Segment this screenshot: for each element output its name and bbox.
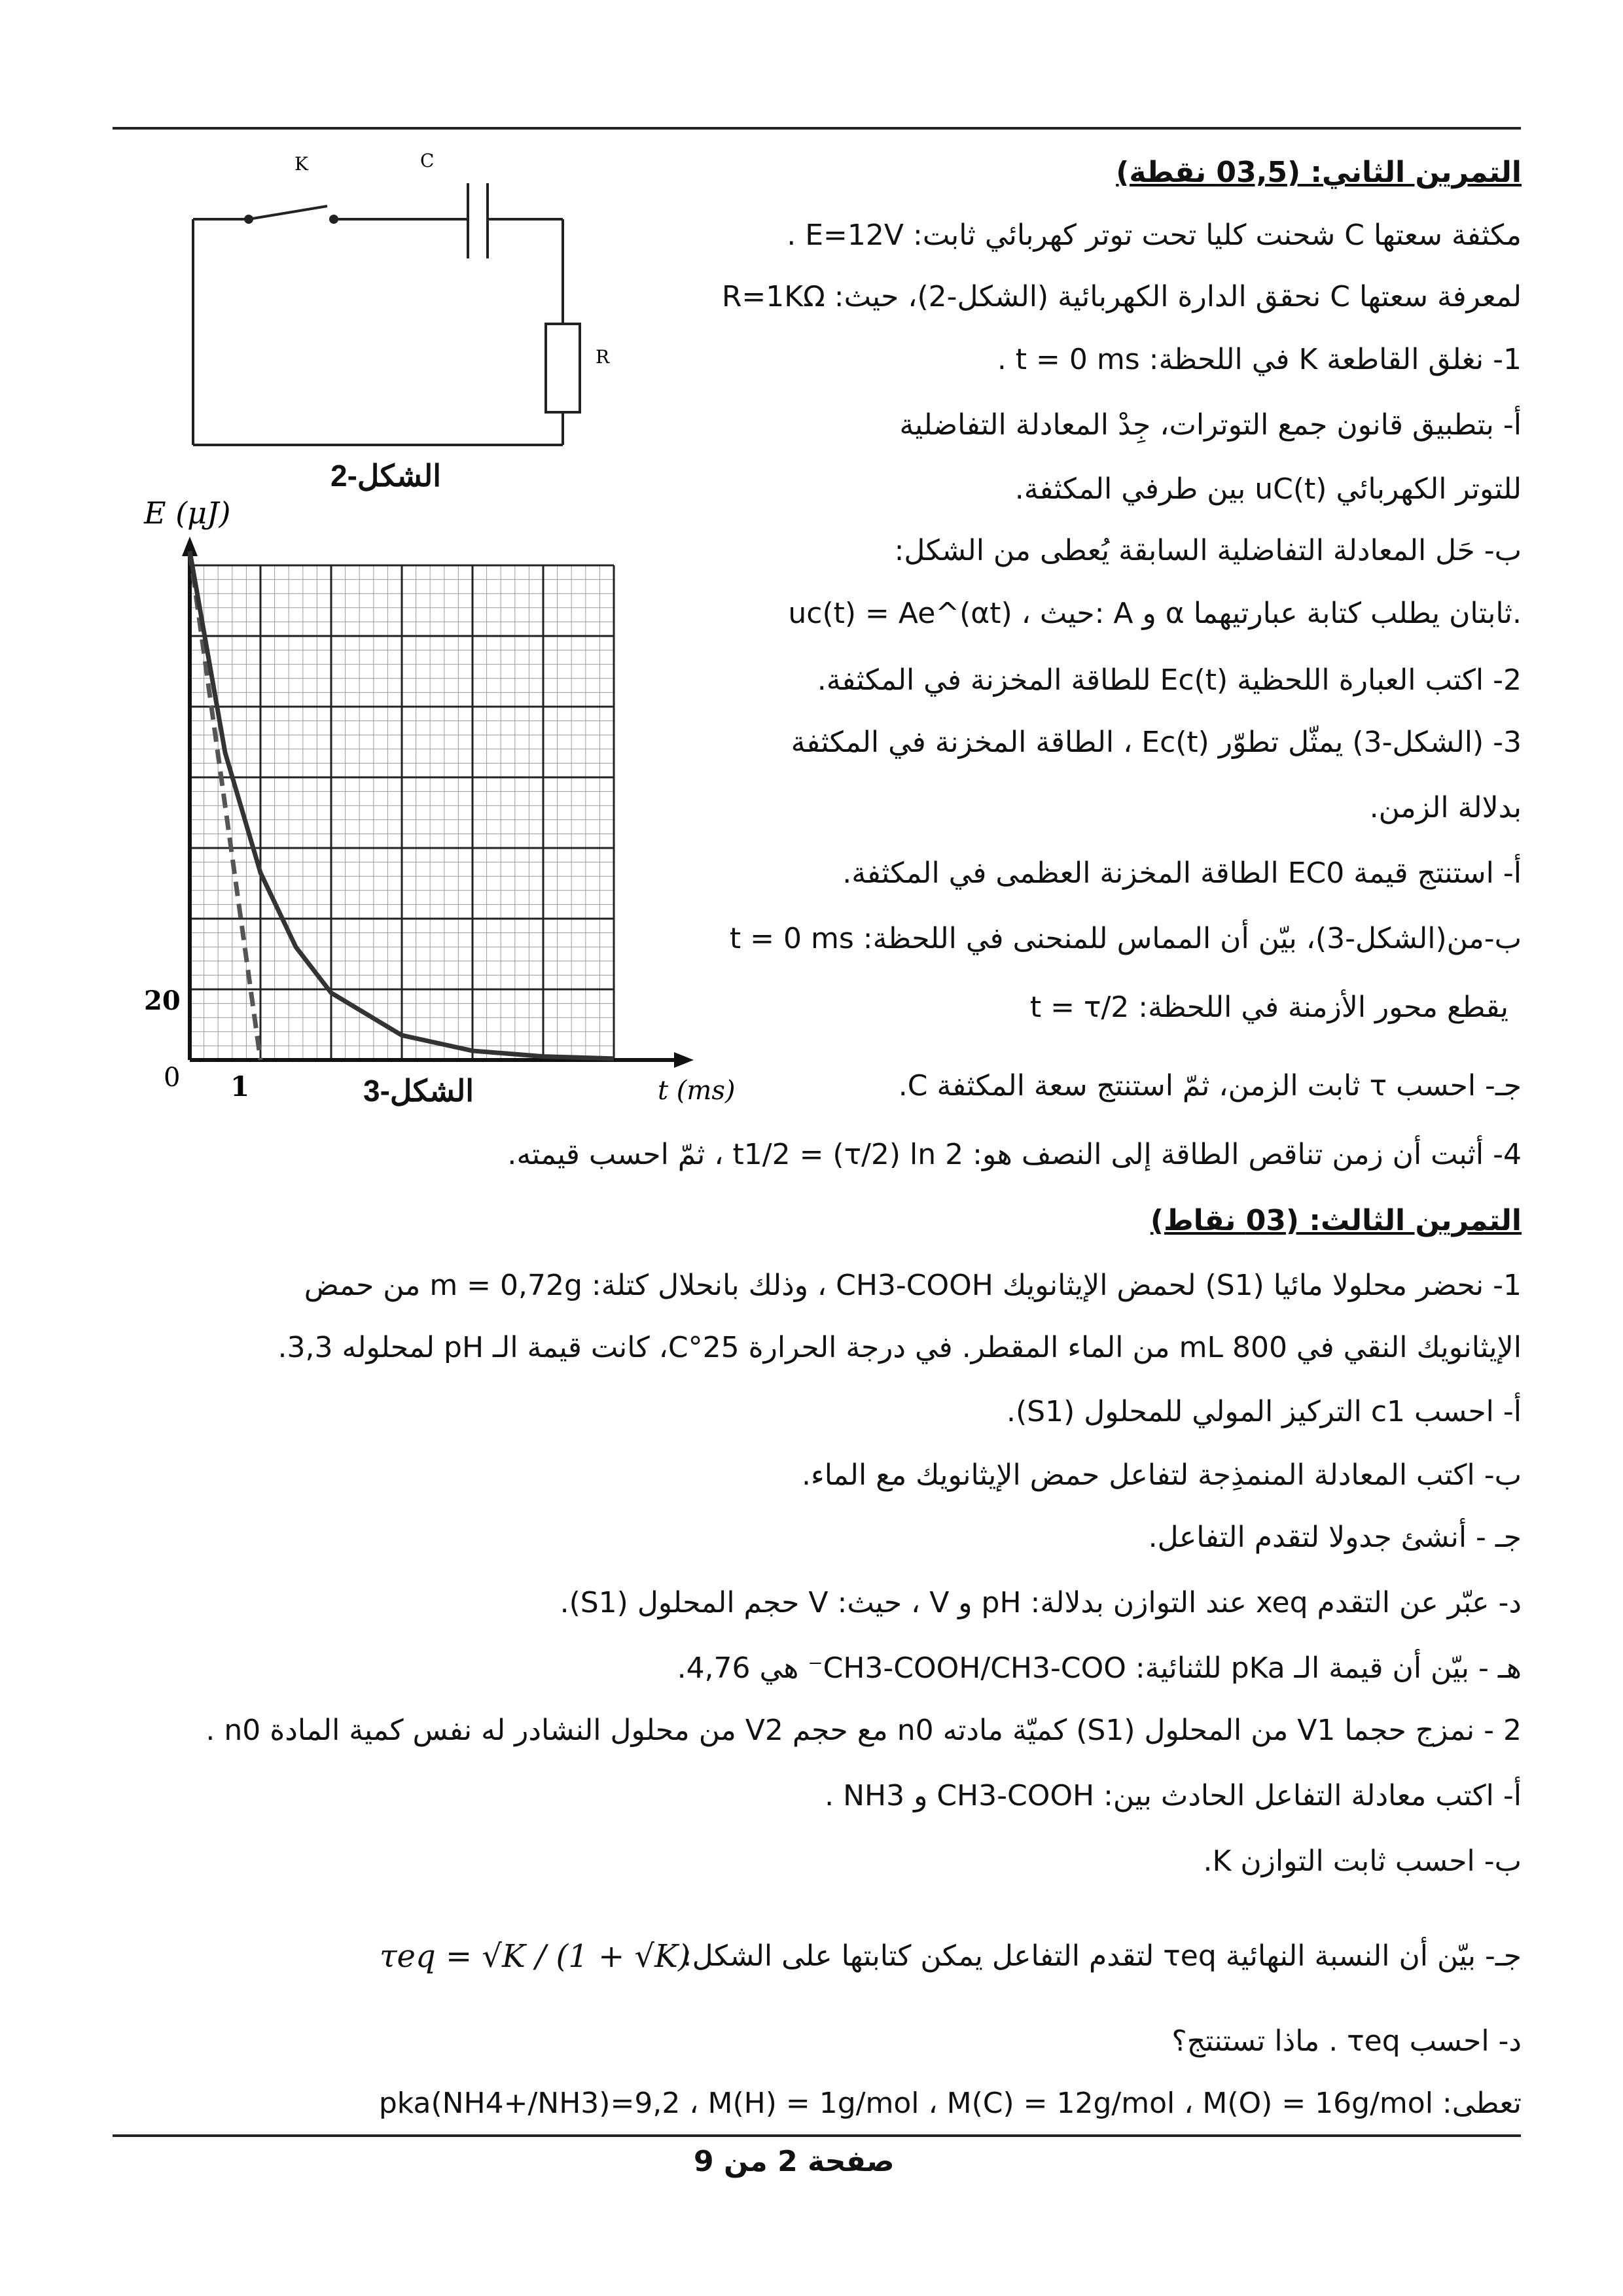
ex3-formula: τeq = √K / (1 + √K): [380, 1938, 690, 1975]
top-rule: [113, 127, 1521, 130]
bottom-rule: [113, 2134, 1521, 2137]
y-tick-20: 20: [144, 985, 181, 1016]
ex3-line-5: جـ - أنشئ جدولا لتقدم التفاعل.: [1148, 1521, 1522, 1554]
ex3-line-7: هـ - بيّن أن قيمة الـ pKa للثنائية: CH3-COOH/CH3-COO⁻ هي 4,76.: [677, 1651, 1522, 1685]
y-axis-title: E (μJ): [144, 497, 231, 531]
exercise-2-title: التمرين الثاني: (03,5 نقطة): [1116, 156, 1522, 189]
page-footer: صفحة 2 من 9: [694, 2145, 895, 2178]
ex3-line-6: د- عبّر عن التقدم xeq عند التوازن بدلالة: pH و V ، حيث: V حجم المحلول (S1).: [560, 1586, 1522, 1619]
ex3-given: تعطى: pka(NH4+/NH3)=9,2 ، M(H) = 1g/mol ، M(C) = 12g/mol ، M(O) = 16g/mol: [378, 2087, 1522, 2120]
ex2-line-3: 1- نغلق القاطعة K في اللحظة: t = 0 ms .: [997, 343, 1522, 376]
x-axis-title: t (ms): [658, 1076, 736, 1106]
ex2-line-1: مكثفة سعتها C شحنت كليا تحت توتر كهربائي ثابت: E=12V .: [787, 219, 1522, 252]
ex3-line-10: ب- احسب ثابت التوازن K.: [1203, 1845, 1522, 1878]
ex2-line-12: ب-من(الشكل-3)، بيّن أن المماس للمنحنى في اللحظة: t = 0 ms: [729, 922, 1522, 955]
ex2-line-4: أ- بتطبيق قانون جمع التوترات، جِدْ المعادلة التفاضلية: [899, 408, 1522, 442]
ex2-line-2: لمعرفة سعتها C نحقق الدارة الكهربائية (الشكل-2)، حيث: R=1KΩ: [721, 280, 1522, 313]
ex3-line-8: 2 - نمزج حجما V1 من المحلول (S1) كميّة مادته n0 مع حجم V2 من محلول النشادر له نفس كمية المادة n0 .: [205, 1714, 1522, 1747]
ex2-line-5: للتوتر الكهربائي uC(t) بين طرفي المكثفة.: [1014, 472, 1522, 506]
x-tick-1: 1: [230, 1070, 250, 1103]
origin-tick: 0: [164, 1063, 181, 1093]
ex2-line-13: يقطع محور الأزمنة في اللحظة: t = τ/2: [1029, 991, 1508, 1024]
ex3-line-11: جـ- بيّن أن النسبة النهائية τeq لتقدم التفاعل يمكن كتابتها على الشكل:: [682, 1939, 1522, 1973]
resistor-label: R: [596, 346, 610, 368]
ex3-line-3: أ- احسب c1 التركيز المولي للمحلول (S1).: [1006, 1395, 1522, 1428]
energy-chart: [124, 497, 753, 1125]
ex2-line-9: 3- (الشكل-3) يمثّل تطوّر Ec(t) ، الطاقة المخزنة في المكثفة: [791, 726, 1522, 759]
ex2-line-15: 4- أثبت أن زمن تناقص الطاقة إلى النصف هو: t1/2 = (τ/2) ln 2 ، ثمّ احسب قيمته.: [507, 1138, 1522, 1171]
ex2-line-14: جـ- احسب τ ثابت الزمن، ثمّ استنتج سعة المكثفة C.: [898, 1069, 1522, 1103]
figure-3-caption: الشكل-3: [363, 1074, 474, 1108]
exercise-3-title: التمرين الثالث: (03 نقاط): [1150, 1204, 1522, 1237]
ex2-line-8: 2- اكتب العبارة اللحظية Ec(t) للطاقة المخزنة في المكثفة.: [817, 663, 1522, 697]
switch-label: K: [294, 153, 308, 175]
ex2-line-11: أ- استنتج قيمة EC0 الطاقة المخزنة العظمى في المكثفة.: [842, 857, 1522, 890]
ex2-line-7: uc(t) = Ae^(αt) ، حيث: A و α ثابتان يطلب كتابة عبارتيهما.: [788, 597, 1522, 630]
ex3-line-2: الإيثانويك النقي في 800 mL من الماء المقطر. في درجة الحرارة 25°C، كانت قيمة الـ pH لمحلوله 3,3.: [277, 1331, 1522, 1364]
ex3-line-4: ب- اكتب المعادلة المنمذِجة لتفاعل حمض الإيثانويك مع الماء.: [802, 1458, 1522, 1492]
ex3-line-1: 1- نحضر محلولا مائيا (S1) لحمض الإيثانويك CH3-COOH ، وذلك بانحلال كتلة: m = 0,72g من حمض: [304, 1269, 1522, 1302]
x-axis-arrow: [674, 1052, 694, 1068]
ex2-line-6: ب- حَل المعادلة التفاضلية السابقة يُعطى من الشكل:: [894, 534, 1522, 567]
ex3-line-12: د- احسب τeq . ماذا تستنتج؟: [1171, 2024, 1522, 2058]
circuit-figure: [177, 144, 648, 484]
ex3-line-9: أ- اكتب معادلة التفاعل الحادث بين: CH3-COOH و NH3 .: [825, 1779, 1522, 1812]
ex2-line-10: بدلالة الزمن.: [1369, 791, 1522, 824]
figure-2-caption: الشكل-2: [330, 459, 441, 493]
capacitor-label: C: [420, 150, 435, 171]
